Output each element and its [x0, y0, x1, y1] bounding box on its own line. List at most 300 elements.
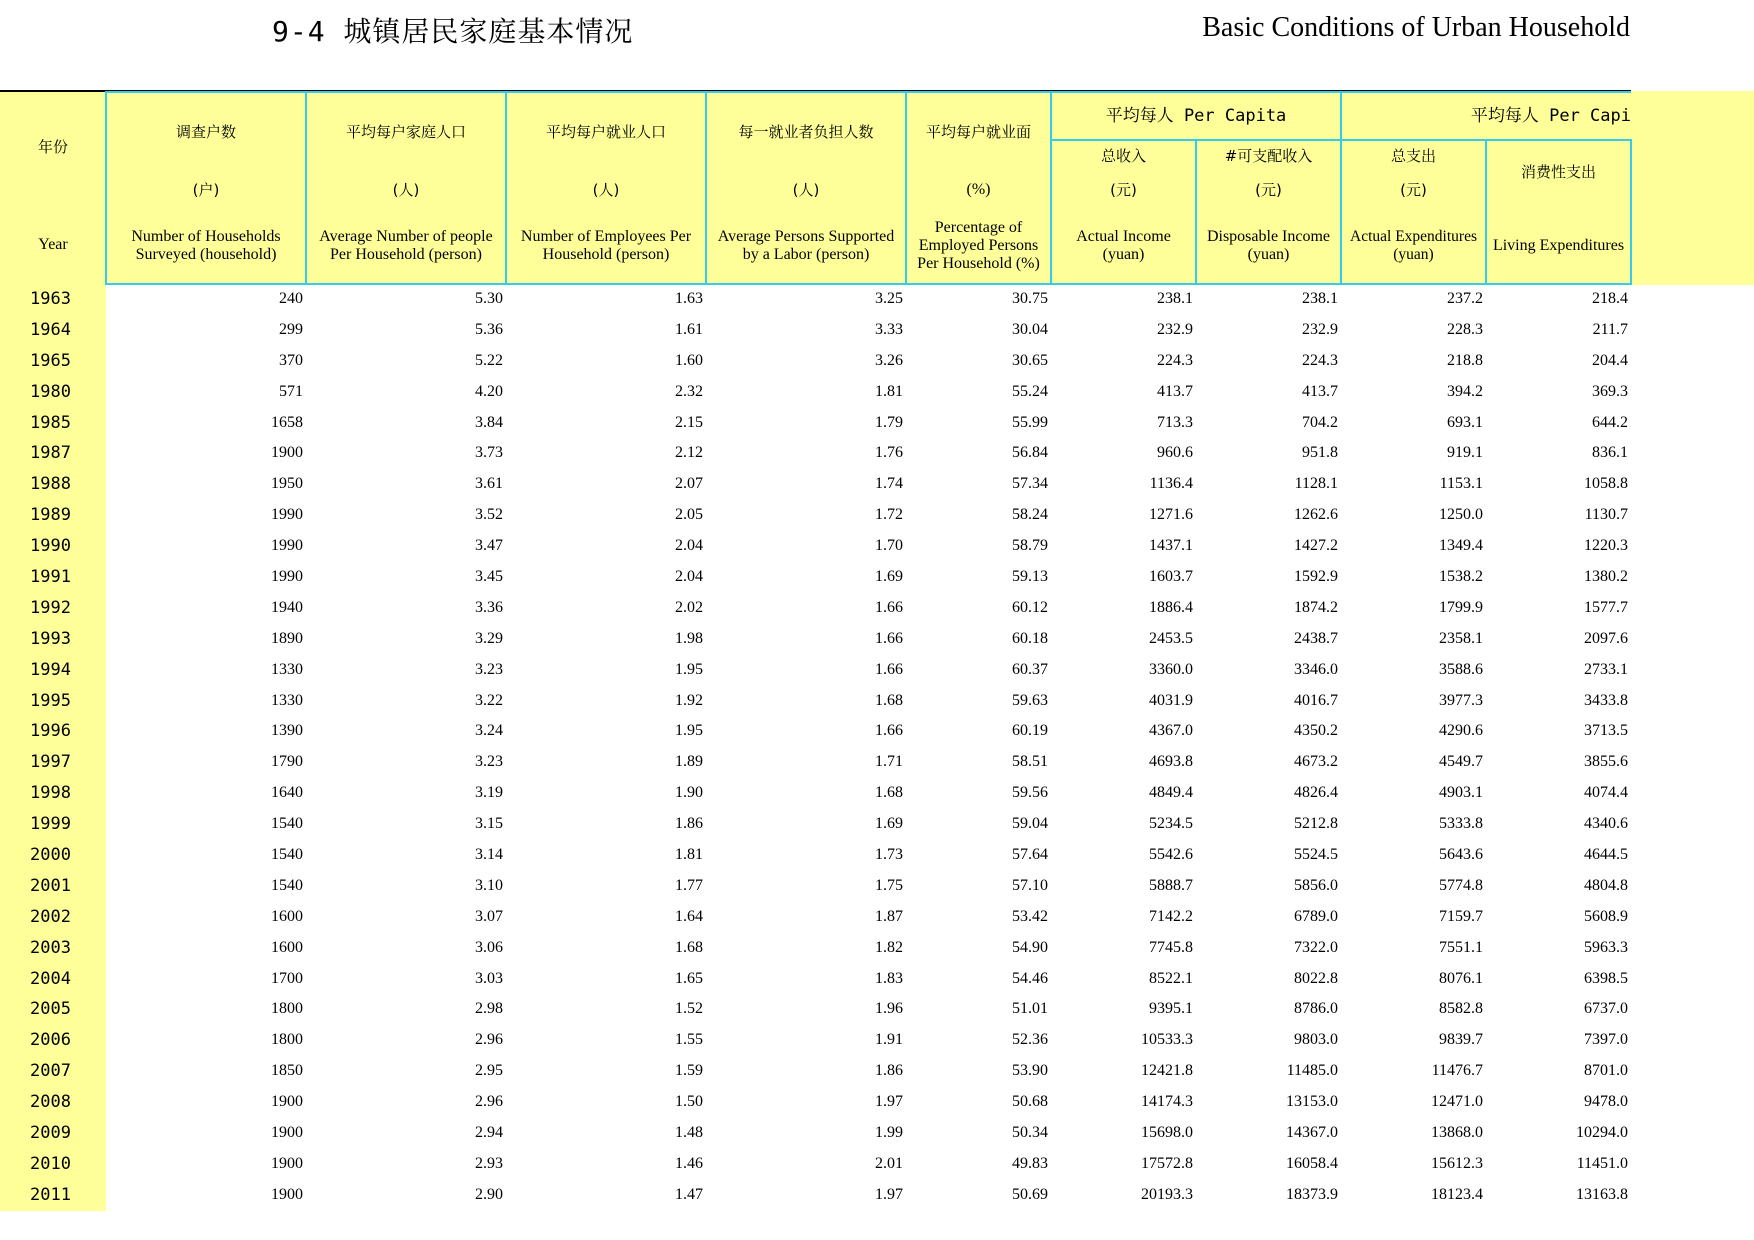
- cell-people: 3.23: [475, 660, 503, 678]
- cell-disposable-income: 16058.4: [1286, 1154, 1338, 1172]
- header-living-en: Living Expenditures: [1492, 237, 1625, 254]
- cell-year: 1988: [30, 474, 71, 495]
- cell-living-expenditure: 13163.8: [1576, 1185, 1628, 1203]
- table-row: [0, 1027, 1631, 1058]
- cell-households: 1900: [271, 1154, 303, 1172]
- cell-total-income: 713.3: [1157, 413, 1193, 431]
- cell-employed-pct: 59.63: [1012, 691, 1048, 709]
- cell-total-expenditure: 12471.0: [1431, 1093, 1483, 1111]
- cell-total-expenditure: 4290.6: [1439, 722, 1483, 740]
- cell-supported: 3.25: [875, 290, 903, 307]
- table-row: [0, 1182, 1631, 1213]
- cell-employed-pct: 50.68: [1012, 1093, 1048, 1111]
- header-employees-cn: 平均每户就业人口: [545, 123, 666, 141]
- cell-total-expenditure: 5774.8: [1439, 876, 1483, 894]
- cell-supported: 1.66: [875, 722, 903, 740]
- cell-year: 2007: [30, 1061, 71, 1082]
- table-row: [0, 533, 1631, 564]
- cell-total-expenditure: 3977.3: [1439, 691, 1483, 709]
- header-living-cn: 消费性支出: [1520, 163, 1596, 181]
- header-disposable-cn: #可支配收入: [1224, 147, 1313, 165]
- cell-year: 2009: [30, 1123, 71, 1144]
- cell-total-income: 4849.4: [1149, 784, 1193, 802]
- cell-supported: 1.91: [875, 1031, 903, 1049]
- cell-people: 3.36: [475, 598, 503, 616]
- cell-total-expenditure: 1349.4: [1439, 537, 1483, 555]
- cell-supported: 1.68: [875, 691, 903, 709]
- cell-total-income: 7142.2: [1149, 907, 1193, 925]
- cell-employed-pct: 57.34: [1012, 475, 1048, 493]
- cell-year: 1997: [30, 752, 71, 773]
- cell-people: 3.03: [475, 969, 503, 987]
- cell-year: 1964: [30, 319, 71, 340]
- cell-total-income: 20193.3: [1141, 1185, 1193, 1203]
- cell-total-income: 8522.1: [1149, 969, 1193, 987]
- cell-supported: 1.69: [875, 815, 903, 833]
- cell-people: 3.73: [475, 444, 503, 462]
- table-row: [0, 811, 1631, 842]
- cell-employees: 1.86: [675, 815, 703, 833]
- header-people: [305, 91, 507, 285]
- cell-supported: 1.83: [875, 969, 903, 987]
- table-row: [0, 904, 1631, 935]
- cell-employees: 1.60: [675, 351, 703, 369]
- cell-employed-pct: 57.10: [1012, 876, 1048, 894]
- cell-employees: 1.92: [675, 691, 703, 709]
- cell-households: 571: [279, 382, 303, 400]
- cell-households: 1900: [271, 444, 303, 462]
- cell-employed-pct: 57.64: [1012, 846, 1048, 864]
- cell-year: 2003: [30, 937, 71, 958]
- cell-total-expenditure: 1538.2: [1439, 568, 1483, 586]
- header-households: [105, 91, 307, 285]
- cell-supported: 2.01: [875, 1154, 903, 1172]
- cell-living-expenditure: 1220.3: [1584, 537, 1628, 555]
- header-total-income: [1050, 139, 1197, 285]
- cell-supported: 1.69: [875, 568, 903, 586]
- cell-households: 1540: [271, 815, 303, 833]
- cell-employed-pct: 60.12: [1012, 598, 1048, 616]
- cell-employees: 1.52: [675, 1000, 703, 1018]
- header-supported-en: Average Persons Supported by a Labor (person): [717, 228, 895, 263]
- cell-total-income: 2453.5: [1149, 629, 1193, 647]
- cell-employees: 1.46: [675, 1154, 703, 1172]
- table-row: [0, 780, 1631, 811]
- cell-total-income: 1437.1: [1149, 537, 1193, 555]
- cell-people: 2.93: [475, 1154, 503, 1172]
- cell-disposable-income: 3346.0: [1294, 660, 1338, 678]
- cell-employees: 1.89: [675, 753, 703, 771]
- cell-supported: 1.76: [875, 444, 903, 462]
- cell-total-income: 1271.6: [1149, 506, 1193, 524]
- table-row: [0, 410, 1631, 441]
- cell-total-expenditure: 18123.4: [1431, 1185, 1483, 1203]
- cell-households: 1800: [271, 1031, 303, 1049]
- cell-disposable-income: 4016.7: [1294, 691, 1338, 709]
- cell-total-income: 960.6: [1157, 444, 1193, 462]
- cell-year: 1963: [30, 289, 71, 309]
- cell-total-income: 238.1: [1157, 290, 1193, 307]
- cell-households: 1390: [271, 722, 303, 740]
- cell-total-expenditure: 394.2: [1447, 382, 1483, 400]
- cell-households: 1640: [271, 784, 303, 802]
- cell-total-expenditure: 11476.7: [1431, 1062, 1483, 1080]
- cell-employed-pct: 55.24: [1012, 382, 1048, 400]
- cell-total-expenditure: 8076.1: [1439, 969, 1483, 987]
- cell-total-income: 232.9: [1157, 320, 1193, 338]
- cell-total-expenditure: 7551.1: [1439, 938, 1483, 956]
- cell-disposable-income: 13153.0: [1286, 1093, 1338, 1111]
- table-row: [0, 688, 1631, 719]
- table-row: [0, 966, 1631, 997]
- cell-disposable-income: 8022.8: [1294, 969, 1338, 987]
- cell-employees: 2.04: [675, 537, 703, 555]
- cell-employed-pct: 60.19: [1012, 722, 1048, 740]
- cell-disposable-income: 14367.0: [1286, 1124, 1338, 1142]
- header-total-exp: [1340, 139, 1487, 285]
- cell-employed-pct: 50.34: [1012, 1124, 1048, 1142]
- cell-living-expenditure: 5963.3: [1584, 938, 1628, 956]
- cell-living-expenditure: 211.7: [1592, 320, 1628, 338]
- cell-households: 1900: [271, 1093, 303, 1111]
- cell-households: 1600: [271, 938, 303, 956]
- cell-total-income: 4367.0: [1149, 722, 1193, 740]
- cell-living-expenditure: 10294.0: [1576, 1124, 1628, 1142]
- cell-employed-pct: 58.24: [1012, 506, 1048, 524]
- cell-supported: 1.74: [875, 475, 903, 493]
- cell-households: 1990: [271, 506, 303, 524]
- cell-households: 1850: [271, 1062, 303, 1080]
- cell-total-expenditure: 4903.1: [1439, 784, 1483, 802]
- header-total-exp-cn: 总支出: [1390, 147, 1436, 165]
- cell-year: 1991: [30, 567, 71, 588]
- cell-employees: 1.65: [675, 969, 703, 987]
- cell-employees: 1.50: [675, 1093, 703, 1111]
- cell-disposable-income: 1874.2: [1294, 598, 1338, 616]
- cell-disposable-income: 5524.5: [1294, 846, 1338, 864]
- cell-total-income: 17572.8: [1141, 1154, 1193, 1172]
- table-row: [0, 564, 1631, 595]
- cell-people: 3.10: [475, 876, 503, 894]
- cell-employees: 1.81: [675, 846, 703, 864]
- header-supported-cn: 每一就业者负担人数: [738, 123, 874, 141]
- cell-year: 1998: [30, 783, 71, 804]
- cell-employed-pct: 60.37: [1012, 660, 1048, 678]
- cell-year: 2008: [30, 1092, 71, 1113]
- cell-living-expenditure: 11451.0: [1576, 1154, 1628, 1172]
- cell-employees: 1.63: [675, 290, 703, 307]
- cell-households: 1800: [271, 1000, 303, 1018]
- table-row: [0, 1151, 1631, 1182]
- cell-disposable-income: 2438.7: [1294, 629, 1338, 647]
- cell-households: 1890: [271, 629, 303, 647]
- cell-living-expenditure: 204.4: [1592, 351, 1628, 369]
- header-per-capita-income: [1050, 91, 1342, 141]
- cell-supported: 1.68: [875, 784, 903, 802]
- cell-households: 1950: [271, 475, 303, 493]
- cell-total-income: 7745.8: [1149, 938, 1193, 956]
- cell-employees: 2.05: [675, 506, 703, 524]
- cell-employees: 1.68: [675, 938, 703, 956]
- cell-living-expenditure: 369.3: [1592, 382, 1628, 400]
- cell-total-expenditure: 4549.7: [1439, 753, 1483, 771]
- cell-year: 1965: [30, 350, 71, 371]
- cell-year: 1989: [30, 505, 71, 526]
- cell-supported: 1.99: [875, 1124, 903, 1142]
- cell-disposable-income: 1592.9: [1294, 568, 1338, 586]
- cell-people: 3.15: [475, 815, 503, 833]
- cell-employed-pct: 30.65: [1012, 351, 1048, 369]
- cell-total-expenditure: 3588.6: [1439, 660, 1483, 678]
- table-row: [0, 873, 1631, 904]
- cell-employed-pct: 52.36: [1012, 1031, 1048, 1049]
- cell-employed-pct: 30.75: [1012, 290, 1048, 307]
- cell-employed-pct: 54.90: [1012, 938, 1048, 956]
- header-per-capita-exp-label: 平均每人 Per Capi: [1470, 106, 1631, 126]
- cell-total-income: 5888.7: [1149, 876, 1193, 894]
- header-per-capita-exp: [1340, 91, 1631, 141]
- cell-year: 1992: [30, 597, 71, 618]
- cell-disposable-income: 232.9: [1302, 320, 1338, 338]
- cell-people: 3.84: [475, 413, 503, 431]
- cell-households: 1540: [271, 876, 303, 894]
- cell-people: 5.22: [475, 351, 503, 369]
- cell-year: 1993: [30, 628, 71, 649]
- cell-households: 1990: [271, 568, 303, 586]
- cell-households: 1990: [271, 537, 303, 555]
- cell-supported: 1.72: [875, 506, 903, 524]
- header-disposable-unit: (元): [1255, 181, 1282, 199]
- table-row: [0, 595, 1631, 626]
- cell-disposable-income: 18373.9: [1286, 1185, 1338, 1203]
- cell-year: 1990: [30, 536, 71, 557]
- header-households-cn: 调查户数: [175, 123, 236, 141]
- table-row: [0, 440, 1631, 471]
- header-year-cn: 年份: [37, 138, 68, 156]
- cell-households: 240: [279, 290, 303, 307]
- cell-living-expenditure: 4340.6: [1584, 815, 1628, 833]
- cell-people: 3.29: [475, 629, 503, 647]
- cell-people: 4.20: [475, 382, 503, 400]
- cell-disposable-income: 238.1: [1302, 290, 1338, 307]
- cell-people: 2.96: [475, 1031, 503, 1049]
- cell-employed-pct: 30.04: [1012, 320, 1048, 338]
- table-row: [0, 626, 1631, 657]
- cell-households: 1700: [271, 969, 303, 987]
- cell-disposable-income: 9803.0: [1294, 1031, 1338, 1049]
- cell-employees: 1.59: [675, 1062, 703, 1080]
- cell-employees: 2.02: [675, 598, 703, 616]
- table-row: [0, 996, 1631, 1027]
- cell-employees: 1.98: [675, 629, 703, 647]
- header-employees-en: Number of Employees Per Household (person): [520, 228, 692, 263]
- cell-living-expenditure: 5608.9: [1584, 907, 1628, 925]
- cell-employees: 1.55: [675, 1031, 703, 1049]
- cell-employed-pct: 49.83: [1012, 1154, 1048, 1172]
- cell-disposable-income: 5212.8: [1294, 815, 1338, 833]
- cell-supported: 1.79: [875, 413, 903, 431]
- header-employed-pct-en: Percentage of Employed Persons Per Household (%): [917, 219, 1040, 272]
- cell-employed-pct: 56.84: [1012, 444, 1048, 462]
- cell-total-income: 1136.4: [1149, 475, 1193, 493]
- header-total-income-cn: 总收入: [1100, 147, 1146, 165]
- cell-employees: 2.32: [675, 382, 703, 400]
- cell-year: 2004: [30, 968, 71, 989]
- cell-disposable-income: 7322.0: [1294, 938, 1338, 956]
- table-row: [0, 317, 1631, 348]
- cell-year: 2005: [30, 999, 71, 1020]
- table-row: [0, 502, 1631, 533]
- cell-living-expenditure: 2733.1: [1584, 660, 1628, 678]
- cell-people: 3.45: [475, 568, 503, 586]
- cell-total-income: 10533.3: [1141, 1031, 1193, 1049]
- cell-year: 1987: [30, 443, 71, 464]
- cell-disposable-income: 1262.6: [1294, 506, 1338, 524]
- cell-living-expenditure: 218.4: [1592, 290, 1628, 307]
- cell-total-income: 3360.0: [1149, 660, 1193, 678]
- cell-households: 370: [279, 351, 303, 369]
- cell-disposable-income: 413.7: [1302, 382, 1338, 400]
- cell-total-expenditure: 1250.0: [1439, 506, 1483, 524]
- header-total-exp-unit: (元): [1400, 181, 1427, 199]
- header-employed-pct-unit: (%): [966, 181, 991, 198]
- header-supported-unit: (人): [792, 181, 820, 199]
- header-households-en: Number of Households Surveyed (household): [131, 228, 281, 263]
- cell-households: 1900: [271, 1185, 303, 1203]
- cell-disposable-income: 224.3: [1302, 351, 1338, 369]
- cell-year: 1985: [30, 412, 71, 433]
- cell-supported: 1.81: [875, 382, 903, 400]
- cell-employees: 1.77: [675, 876, 703, 894]
- cell-employees: 1.47: [675, 1185, 703, 1203]
- cell-households: 1540: [271, 846, 303, 864]
- cell-households: 1330: [271, 660, 303, 678]
- table-row: [0, 379, 1631, 410]
- cell-supported: 1.97: [875, 1185, 903, 1203]
- cell-living-expenditure: 3433.8: [1584, 691, 1628, 709]
- cell-employed-pct: 54.46: [1012, 969, 1048, 987]
- cell-total-expenditure: 218.8: [1447, 351, 1483, 369]
- cell-total-income: 224.3: [1157, 351, 1193, 369]
- page-title-en: Basic Conditions of Urban Household: [1202, 12, 1630, 43]
- cell-total-income: 14174.3: [1141, 1093, 1193, 1111]
- table-row: [0, 1120, 1631, 1151]
- cell-supported: 3.26: [875, 351, 903, 369]
- cell-total-expenditure: 228.3: [1447, 320, 1483, 338]
- page-title-cn: 9-4 城镇居民家庭基本情况: [272, 15, 634, 48]
- header-total-income-en: Actual Income (yuan): [1076, 228, 1171, 263]
- cell-employees: 2.07: [675, 475, 703, 493]
- table-row: [0, 286, 1631, 317]
- table-row: [0, 657, 1631, 688]
- cell-people: 3.14: [475, 846, 503, 864]
- cell-employees: 1.95: [675, 660, 703, 678]
- cell-disposable-income: 1128.1: [1294, 475, 1338, 493]
- table-row: [0, 1089, 1631, 1120]
- cell-supported: 1.75: [875, 876, 903, 894]
- cell-people: 2.94: [475, 1124, 503, 1142]
- cell-total-income: 413.7: [1157, 382, 1193, 400]
- cell-total-expenditure: 237.2: [1447, 290, 1483, 307]
- cell-employed-pct: 55.99: [1012, 413, 1048, 431]
- cell-living-expenditure: 3855.6: [1584, 753, 1628, 771]
- header-people-unit: (人): [392, 181, 420, 199]
- header-living: [1485, 139, 1632, 285]
- cell-households: 1330: [271, 691, 303, 709]
- header-disposable: [1195, 139, 1342, 285]
- cell-living-expenditure: 1130.7: [1584, 506, 1628, 524]
- cell-people: 3.23: [475, 753, 503, 771]
- cell-households: 1658: [271, 413, 303, 431]
- cell-disposable-income: 4826.4: [1294, 784, 1338, 802]
- cell-total-expenditure: 9839.7: [1439, 1031, 1483, 1049]
- cell-year: 2006: [30, 1030, 71, 1051]
- cell-employees: 1.90: [675, 784, 703, 802]
- cell-disposable-income: 1427.2: [1294, 537, 1338, 555]
- cell-supported: 1.82: [875, 938, 903, 956]
- cell-supported: 1.73: [875, 846, 903, 864]
- cell-year: 2011: [30, 1184, 71, 1205]
- cell-living-expenditure: 1058.8: [1584, 475, 1628, 493]
- header-per-capita-income-label: 平均每人 Per Capita: [1105, 106, 1287, 126]
- cell-employees: 2.04: [675, 568, 703, 586]
- cell-people: 3.61: [475, 475, 503, 493]
- table-row: [0, 471, 1631, 502]
- cell-year: 1995: [30, 690, 71, 711]
- cell-supported: 1.66: [875, 629, 903, 647]
- cell-total-expenditure: 2358.1: [1439, 629, 1483, 647]
- header-employed-pct-cn: 平均每户就业面: [925, 123, 1031, 141]
- cell-living-expenditure: 3713.5: [1584, 722, 1628, 740]
- cell-people: 3.07: [475, 907, 503, 925]
- cell-people: 3.52: [475, 506, 503, 524]
- cell-people: 2.96: [475, 1093, 503, 1111]
- cell-year: 2000: [30, 845, 71, 866]
- cell-employed-pct: 50.69: [1012, 1185, 1048, 1203]
- cell-living-expenditure: 644.2: [1592, 413, 1628, 431]
- cell-disposable-income: 4673.2: [1294, 753, 1338, 771]
- header-supported: [705, 91, 907, 285]
- header-employed-pct: [905, 91, 1052, 285]
- cell-people: 3.22: [475, 691, 503, 709]
- header-total-exp-en: Actual Expenditures (yuan): [1350, 228, 1477, 263]
- cell-disposable-income: 5856.0: [1294, 876, 1338, 894]
- cell-people: 2.95: [475, 1062, 503, 1080]
- cell-supported: 3.33: [875, 320, 903, 338]
- cell-supported: 1.66: [875, 660, 903, 678]
- cell-year: 2001: [30, 875, 71, 896]
- cell-households: 1790: [271, 753, 303, 771]
- cell-total-expenditure: 8582.8: [1439, 1000, 1483, 1018]
- cell-supported: 1.66: [875, 598, 903, 616]
- cell-total-income: 5542.6: [1149, 846, 1193, 864]
- cell-people: 2.98: [475, 1000, 503, 1018]
- header-total-income-unit: (元): [1110, 181, 1137, 199]
- table-row: [0, 1058, 1631, 1089]
- cell-employees: 1.61: [675, 320, 703, 338]
- cell-supported: 1.97: [875, 1093, 903, 1111]
- cell-living-expenditure: 2097.6: [1584, 629, 1628, 647]
- cell-supported: 1.87: [875, 907, 903, 925]
- header-people-cn: 平均每户家庭人口: [345, 123, 466, 141]
- cell-disposable-income: 704.2: [1302, 413, 1338, 431]
- cell-disposable-income: 8786.0: [1294, 1000, 1338, 1018]
- cell-people: 3.19: [475, 784, 503, 802]
- cell-employees: 1.95: [675, 722, 703, 740]
- cell-disposable-income: 4350.2: [1294, 722, 1338, 740]
- cell-total-expenditure: 15612.3: [1431, 1154, 1483, 1172]
- cell-employed-pct: 51.01: [1012, 1000, 1048, 1018]
